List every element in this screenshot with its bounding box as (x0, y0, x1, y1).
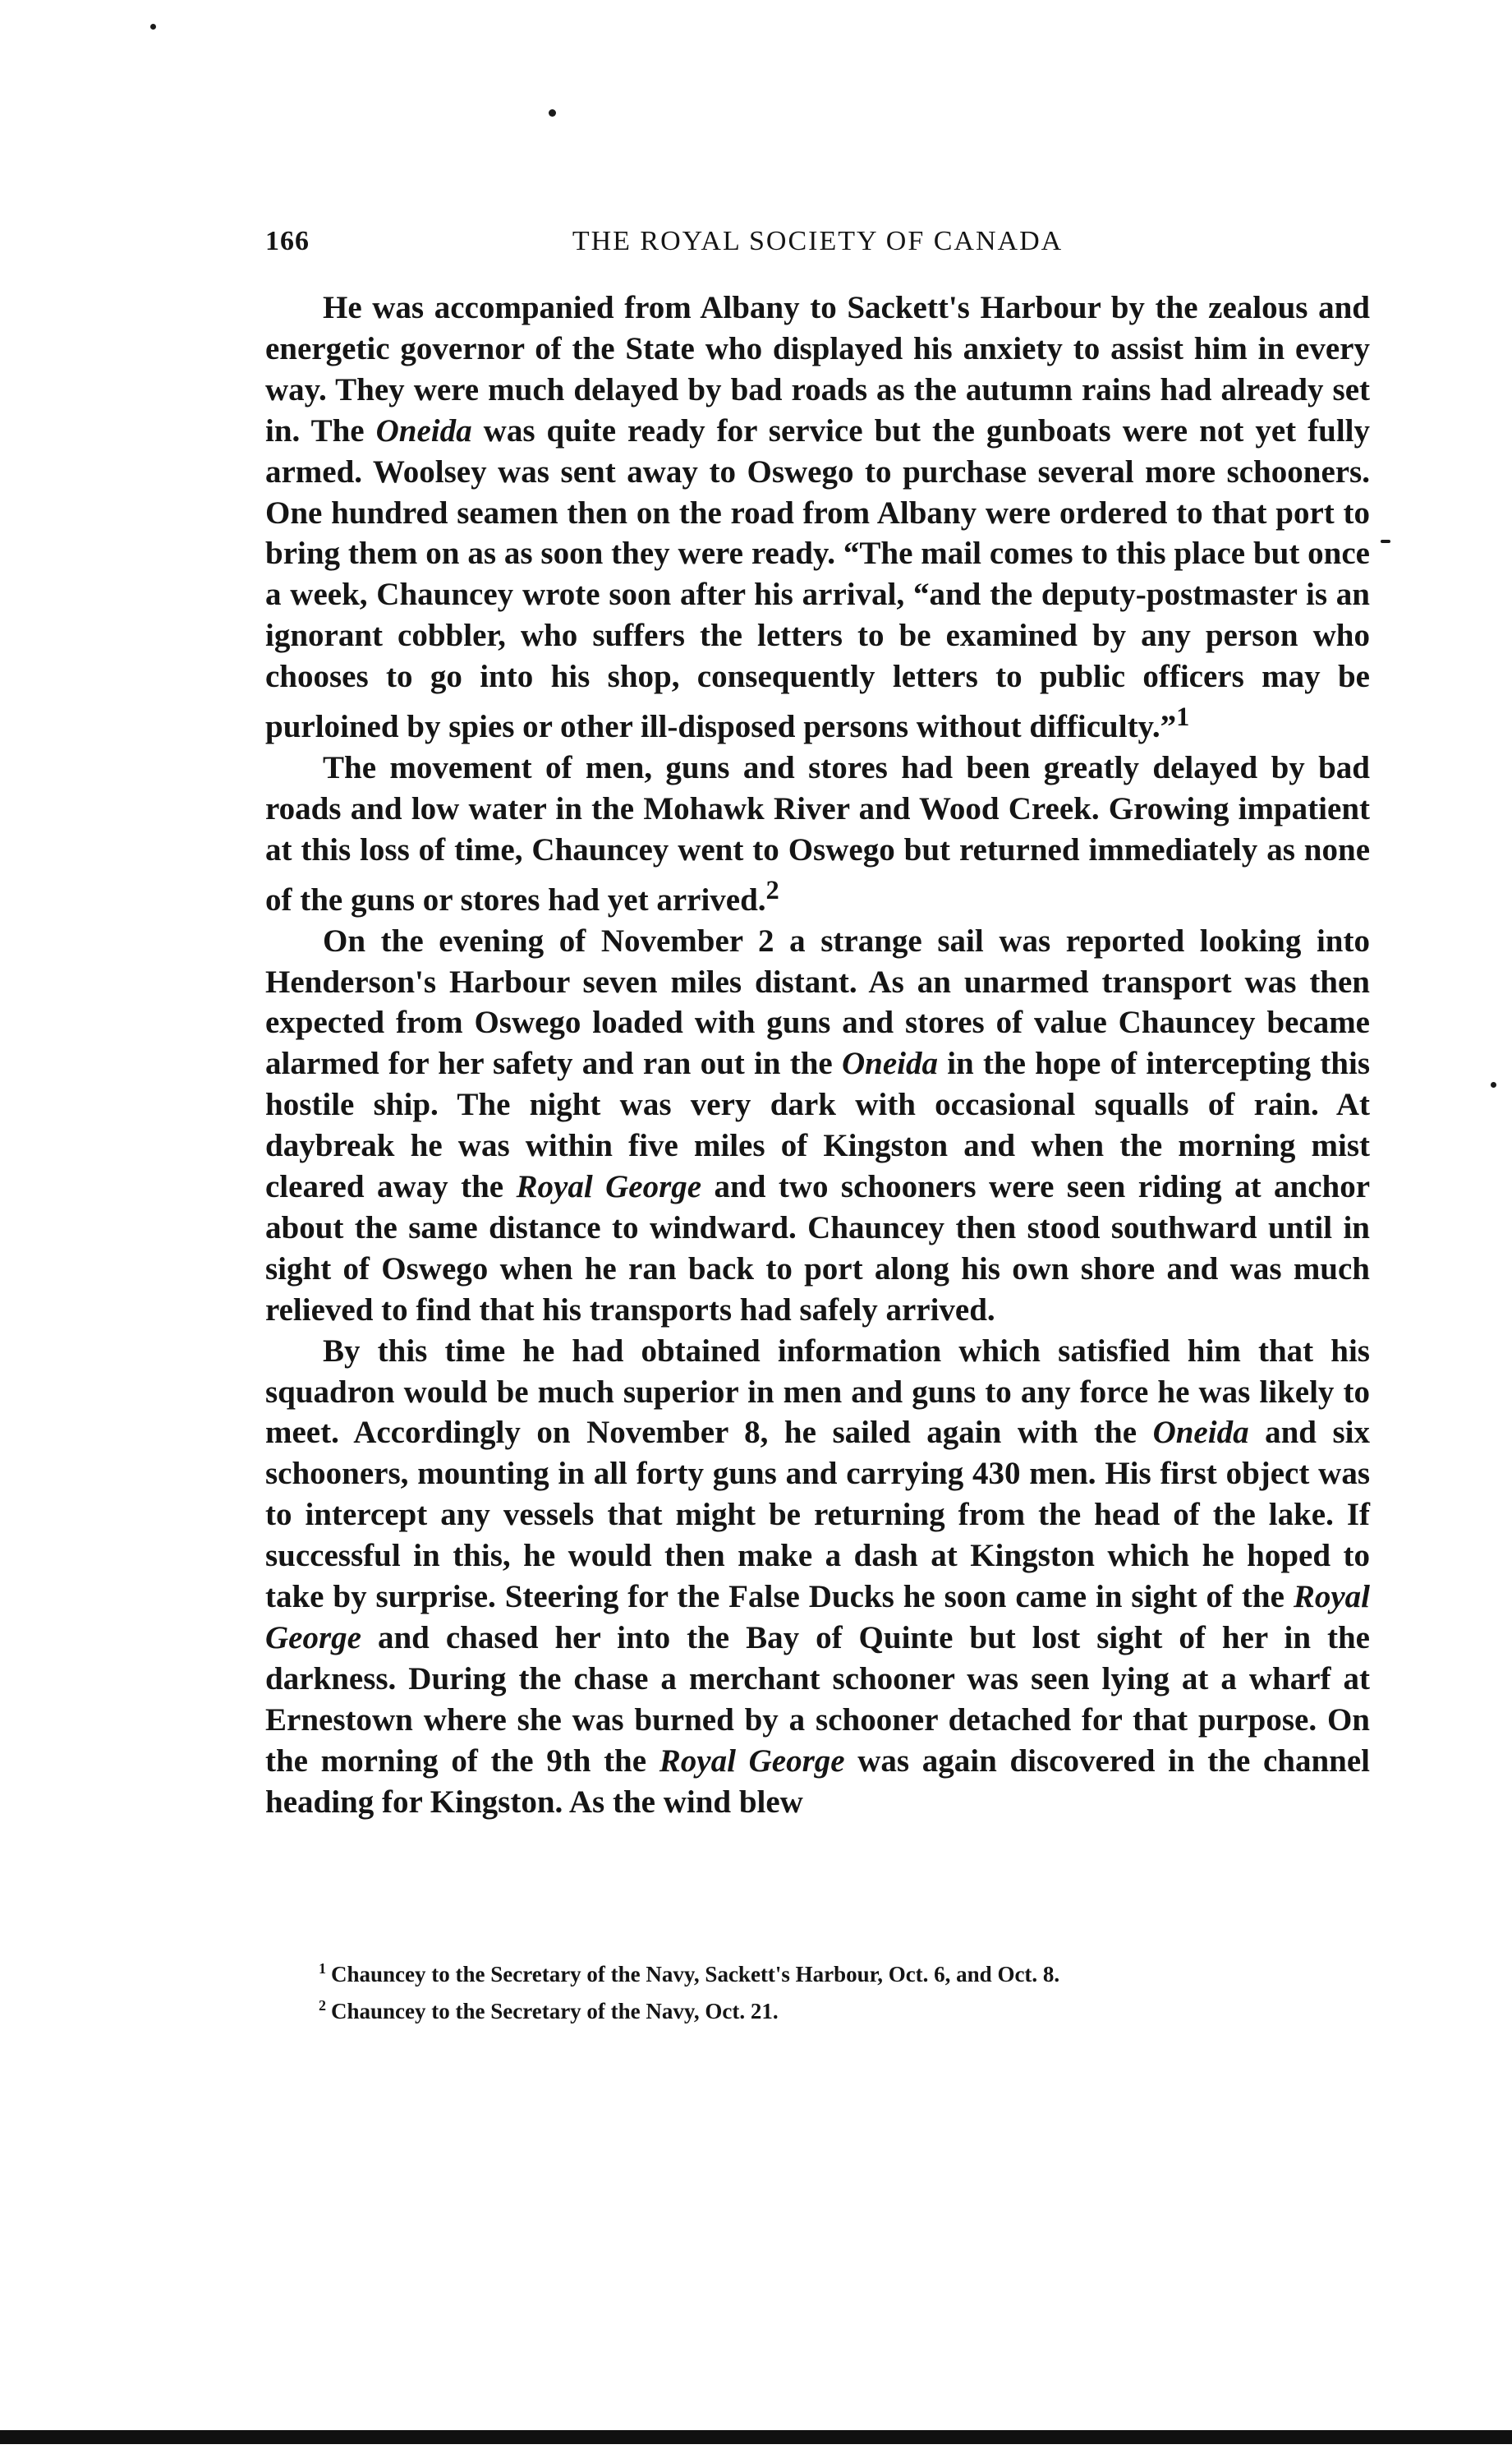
paragraph-text: By this time he had obtained information which satisfied him that his squadron would be much superior in men and guns to any force he was likely to meet. Accordingly on November 8, he sailed again with the (265, 1333, 1370, 1451)
page-number: 166 (265, 226, 310, 256)
footnote (319, 1953, 1370, 1990)
scan-speck (150, 24, 156, 30)
running-head (265, 226, 1370, 267)
ship-name: Royal George (265, 1579, 1370, 1655)
footnote-text: Chauncey to the Secretary of the Navy, Sackett's Harbour, Oct. 6, and Oct. 8. (331, 1962, 1060, 1987)
scan-speck (549, 109, 556, 117)
paragraph-text: and six schooners, mounting in all forty guns and carrying 430 men. His first object was to intercept any vessels that might be returning from the head of the lake. If successful in this, he would then make a dash at Kingston which he hoped to take by surprise. Steering for the False Ducks he soon came in sight of the (265, 1415, 1370, 1615)
footnote (319, 1990, 1370, 2027)
paragraph-text: and two schooners were seen riding at anchor about the same distance to windward. Chauncey then stood southward until in sight of Oswego when he ran back to port along his own shore and was much relieved to find that his transports had safely arrived. (265, 1169, 1371, 1328)
paragraph-text: The movement of men, guns and stores had been greatly delayed by bad roads and low water in the Mohawk River and Wood Creek. Growing impatient at this loss of time, Chauncey went to Oswego but returned immediately as none of the guns or stores had yet arrived. (265, 749, 1370, 918)
ship-name: Oneida (841, 1046, 938, 1082)
footnote-mark: 2 (319, 1997, 326, 2014)
paragraph (265, 1331, 1370, 1823)
ship-name: Royal George (659, 1743, 845, 1779)
footnote-mark: 1 (319, 1960, 326, 1977)
journal-title: THE ROYAL SOCIETY OF CANADA (572, 226, 1064, 256)
ship-name: Oneida (375, 412, 472, 449)
paragraph-text: was quite ready for service but the gunboats were not yet fully armed. Woolsey was sent away to Oswego to purchase several more schooners. One hundred seamen then on the road from Albany were ordered to that port to bring them on as as soon they were ready. “The mail comes to this place but once a week, Chauncey wrote soon after his arrival, “and the deputy-postmaster is an ignorant cobbler, who suffers the letters to be examined by any person who chooses to go into his shop, consequently letters to public officers may be purloined by spies or other ill-disposed persons without difficulty.” (265, 412, 1371, 745)
paragraph-text: and chased her into the Bay of Quinte but lost sight of her in the darkness. During the chase a merchant schooner was seen lying at a wharf at Ernestown where she was burned by a schooner detached for that purpose. On the morning of the 9th the (265, 1620, 1370, 1779)
ship-name: Royal George (516, 1169, 702, 1205)
footnote-reference: 2 (765, 875, 779, 905)
paragraph (265, 748, 1370, 921)
footnote-reference: 1 (1176, 702, 1190, 733)
paragraph-text: in the hope of intercepting this hostile ship. The night was very dark with occasional squalls of rain. At daybreak he was within five miles of Kingston and when the morning mist cleared away the (265, 1046, 1370, 1205)
page-edge-rule (0, 2430, 1512, 2444)
footnote-text: Chauncey to the Secretary of the Navy, Oct. 21. (331, 1999, 779, 2023)
paragraph (265, 288, 1370, 748)
paragraph-text: He was accompanied from Albany to Sackett's Harbour by the zealous and energetic governor of the State who displayed his anxiety to assist him in every way. They were much delayed by bad roads as the autumn rains had already set in. The (265, 290, 1370, 449)
paragraph-text: On the evening of November 2 a strange sail was reported looking into Henderson's Harbour seven miles distant. As an unarmed transport was then expected from Oswego loaded with guns and stores of value Chauncey became alarmed for her safety and ran out in the (265, 923, 1370, 1082)
body-text (265, 288, 1370, 1823)
scan-speck (1491, 1082, 1496, 1088)
paragraph (265, 921, 1370, 1331)
ship-name: Oneida (1152, 1415, 1249, 1451)
scan-speck (1381, 540, 1390, 543)
paragraph-text: was again discovered in the channel heading for Kingston. As the wind blew (265, 1743, 1370, 1820)
footnotes (319, 1953, 1370, 2027)
